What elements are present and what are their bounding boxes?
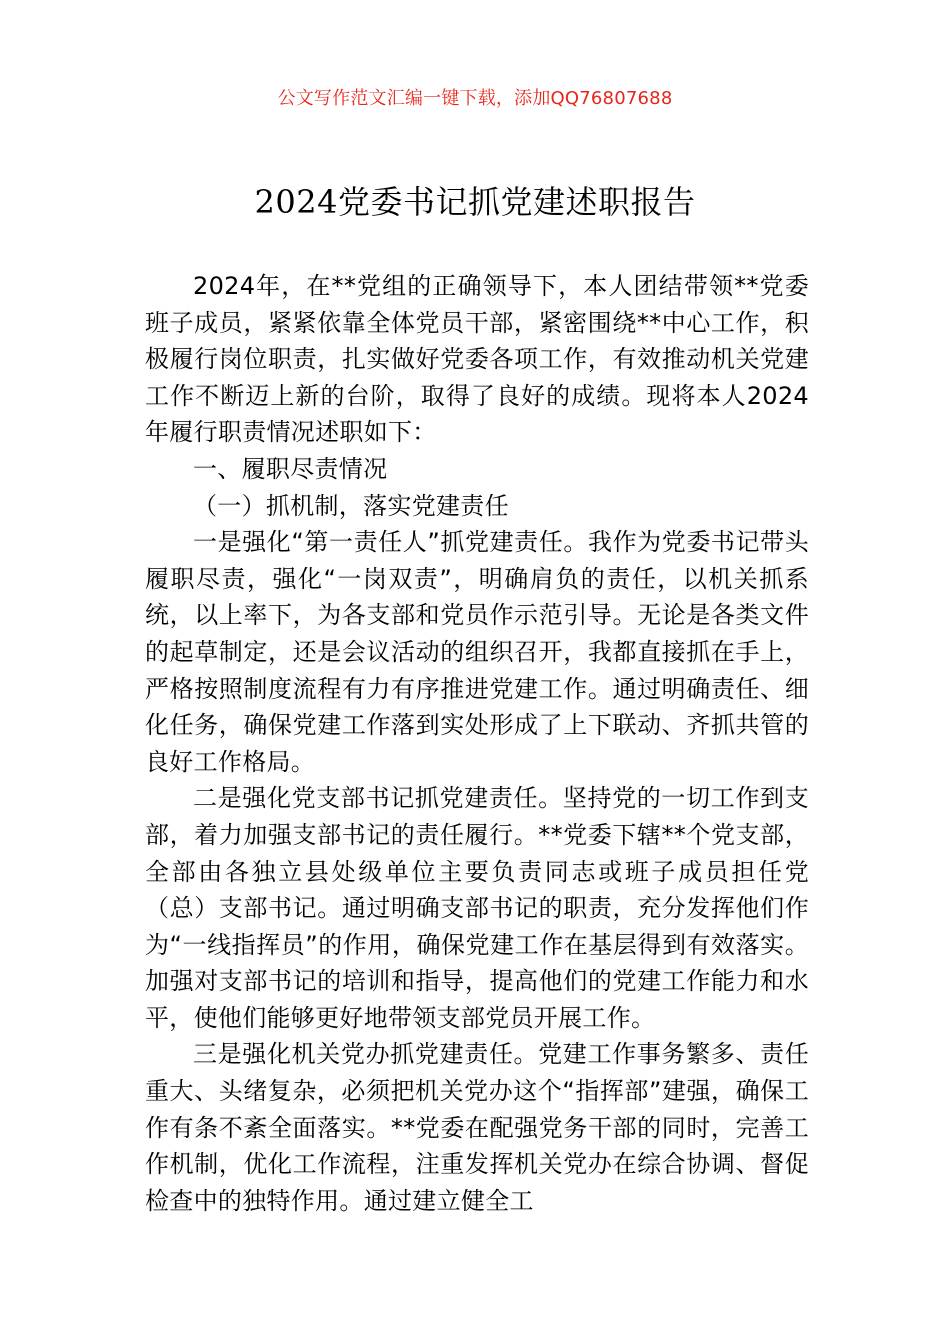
intro-paragraph: 2024年，在**党组的正确领导下，本人团结带领**党委班子成员，紧紧依靠全体党员干部，紧密围绕**中心工作，积极履行岗位职责，扎实做好党委各项工作，有效推动机关党建工作不断迈上新的台阶，取得了良好的成绩。现将本人2024年履行职责情况述职如下： — [145, 272, 809, 447]
subsection-heading: （一）抓机制，落实党建责任 — [193, 491, 509, 520]
body-paragraph: 三是强化机关党办抓党建责任。党建工作事务繁多、责任重大、头绪复杂，必须把机关党办这个“指挥部”建强，确保工作有条不紊全面落实。**党委在配强党务干部的同时，完善工作机制，优化工作流程，注重发挥机关党办在综合协调、督促检查中的独特作用。通过建立健全工 — [145, 1040, 809, 1215]
body-paragraph: 一是强化“第一责任人”抓党建责任。我作为党委书记带头履职尽责，强化“一岗双责”，明确肩负的责任，以机关抓系统，以上率下，为各支部和党员作示范引导。无论是各类文件的起草制定，还是会议活动的组织召开，我都直接抓在手上，严格按照制度流程有力有序推进党建工作。通过明确责任、细化任务，确保党建工作落到实处形成了上下联动、齐抓共管的良好工作格局。 — [145, 528, 809, 776]
document-body — [145, 268, 809, 1219]
page-title: 2024党委书记抓党建述职报告 — [254, 183, 696, 221]
body-paragraph: 二是强化党支部书记抓党建责任。坚持党的一切工作到支部，着力加强支部书记的责任履行。**党委下辖**个党支部，全部由各独立县处级单位主要负责同志或班子成员担任党（总）支部书记。通过明确支部书记的职责，充分发挥他们作为“一线指挥员”的作用，确保党建工作在基层得到有效落实。加强对支部书记的培训和指导，提高他们的党建工作能力和水平，使他们能够更好地带领支部党员开展工作。 — [145, 784, 809, 1032]
section-heading: 一、履职尽责情况 — [193, 454, 388, 483]
download-banner: 公文写作范文汇编一键下载，添加QQ76807688 — [277, 88, 673, 109]
